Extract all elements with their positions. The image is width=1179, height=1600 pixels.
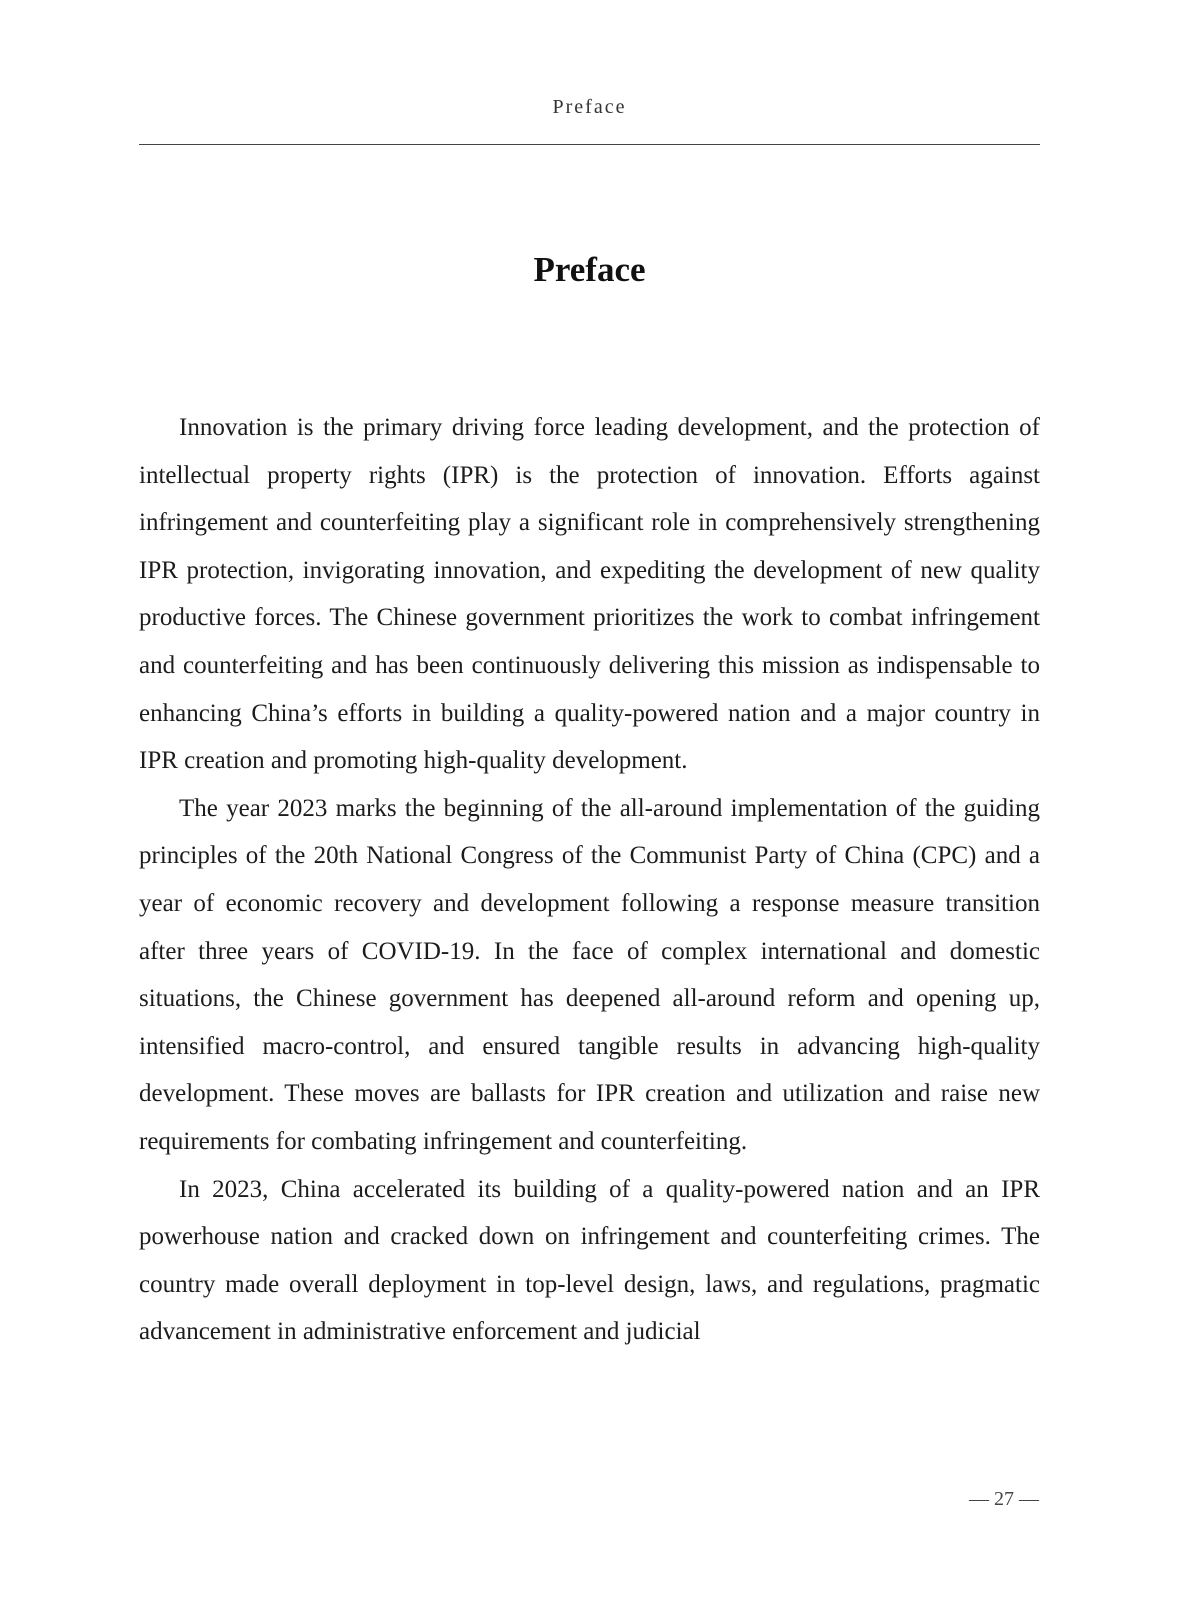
header-divider	[139, 144, 1040, 145]
page-title: Preface	[533, 250, 646, 289]
page-number: — 27 —	[969, 1488, 1039, 1510]
body-text	[139, 404, 1040, 1356]
running-header: Preface	[552, 96, 627, 118]
paragraph-3: In 2023, China accelerated its building of a quality-powered nation and an IPR powerhouse nation and cracked down on infringement and counterfeiting crimes. The country made overall deployment in top-level design, laws, and regulations, pragmatic advancement in administrative enforcement and judicial	[139, 1175, 1040, 1346]
paragraph-1: Innovation is the primary driving force leading development, and the protection of intellectual property rights (IPR) is the protection of innovation. Efforts against infringement and counterfeiting play a significant role in comprehensively strengthening IPR protection, invigorating innovation, and expediting the development of new quality productive forces. The Chinese government prioritizes the work to combat infringement and counterfeiting and has been continuously delivering this mission as indispensable to enhancing China’s efforts in building a quality-powered nation and a major country in IPR creation and promoting high-quality development.	[139, 414, 1040, 775]
paragraph-2: The year 2023 marks the beginning of the all-around implementation of the guiding principles of the 20th National Congress of the Communist Party of China (CPC) and a year of economic recovery and development following a response measure transition after three years of COVID-19. In the face of complex international and domestic situations, the Chinese government has deepened all-around reform and opening up, intensified macro-control, and ensured tangible results in advancing high-quality development. These moves are ballasts for IPR creation and utilization and raise new requirements for combating infringement and counterfeiting.	[139, 794, 1040, 1155]
